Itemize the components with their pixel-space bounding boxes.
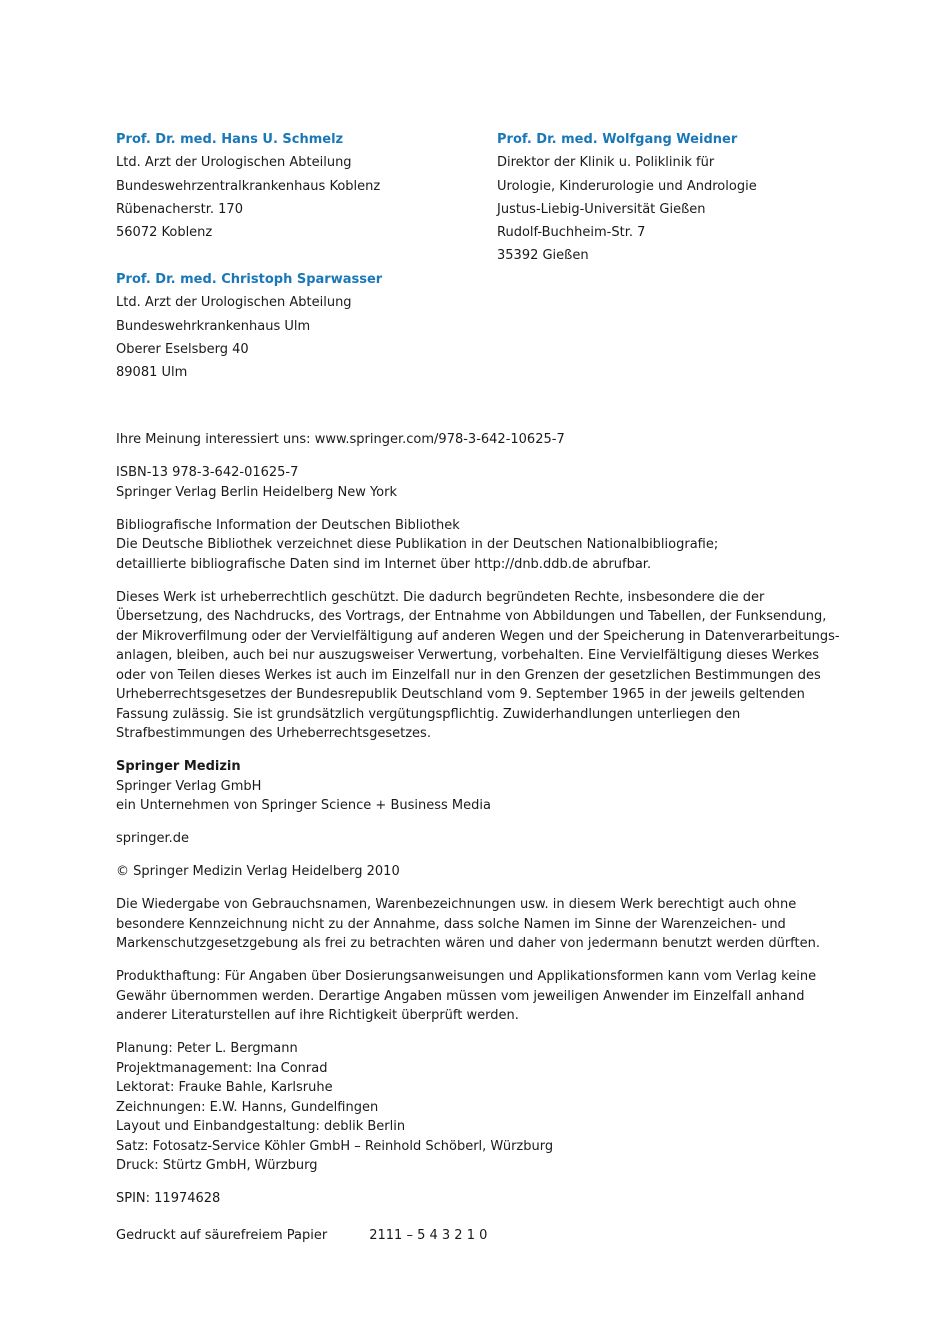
credit-line: Satz: Fotosatz-Service Köhler GmbH – Reinhold Schöberl, Würzburg — [116, 1138, 554, 1154]
author-affiliation: Bundeswehrzentralkrankenhaus Koblenz — [116, 178, 381, 194]
liability-paragraph — [116, 967, 817, 1026]
credit-line: Projektmanagement: Ina Conrad — [116, 1060, 328, 1076]
author-schmelz — [116, 128, 380, 244]
author-name: Prof. Dr. med. Wolfgang Weidner — [497, 132, 738, 147]
feedback-paragraph — [116, 430, 776, 450]
website-line: springer.de — [116, 831, 190, 846]
copyright-notice-line: oder von Teilen dieses Werkes ist auch im Einzelfall nur in den Grenzen der gesetzlichen Bestimmungen des — [116, 667, 821, 683]
copyright-notice-line: der Mikroverfilmung oder der Vervielfältigung auf anderen Wegen und der Speicherung in Datenverarbeitungs- — [116, 628, 840, 644]
author-name: Prof. Dr. med. Hans U. Schmelz — [116, 132, 344, 147]
isbn-line: ISBN-13 978-3-642-01625-7 — [116, 465, 299, 480]
trademarks-paragraph — [116, 895, 820, 954]
copyright-notice-line: Urheberrechtsgesetzes der Bundesrepublik Deutschland vom 9. September 1965 in der jeweils geltenden — [116, 687, 805, 702]
author-affiliation: Ltd. Arzt der Urologischen Abteilung — [116, 295, 352, 311]
liability-line: anderer Literaturstellen auf ihre Richtigkeit überprüft werden. — [116, 1008, 519, 1023]
copyright-notice-line: Strafbestimmungen des Urheberrechtsgesetzes. — [116, 726, 431, 741]
bibliographic-line: Die Deutsche Bibliothek verzeichnet diese Publikation in der Deutschen Nationalbibliografie; — [116, 537, 719, 552]
bibliographic-line: Bibliografische Information der Deutschen Bibliothek — [116, 517, 460, 533]
credit-line: Layout und Einbandgestaltung: deblik Berlin — [116, 1119, 406, 1134]
trademarks-line: besondere Kennzeichnung nicht zu der Annahme, dass solche Namen im Sinne der Warenzeichen- und — [116, 916, 786, 932]
author-city: 35392 Gießen — [497, 248, 589, 264]
author-city: 89081 Ulm — [116, 365, 188, 381]
print-run-code: 2111 – 5 4 3 2 1 0 — [369, 1227, 488, 1243]
author-city: 56072 Koblenz — [116, 225, 213, 241]
author-sparwasser — [116, 268, 382, 384]
publisher-name: Springer Medizin — [116, 759, 241, 774]
author-affiliation: Bundeswehrkrankenhaus Ulm — [116, 318, 311, 334]
imprint-body — [116, 430, 840, 1259]
copyright-paragraph — [116, 862, 776, 882]
copyright-notice-paragraph — [116, 588, 840, 744]
author-affiliation: Direktor der Klinik u. Poliklinik für — [497, 155, 715, 171]
publisher-cities-line: Springer Verlag Berlin Heidelberg New York — [116, 484, 397, 500]
trademarks-line: Die Wiedergabe von Gebrauchsnamen, Warenbezeichnungen usw. in diesem Werk berechtigt auch ohne — [116, 897, 797, 912]
copyright-line: © Springer Medizin Verlag Heidelberg 2010 — [116, 864, 400, 879]
author-street: Rübenacherstr. 170 — [116, 201, 243, 217]
credit-line: Zeichnungen: E.W. Hanns, Gundelfingen — [116, 1099, 379, 1115]
liability-line: Produkthaftung: Für Angaben über Dosierungsanweisungen und Applikationsformen kann vom Verlag keine — [116, 969, 817, 984]
feedback-line: Ihre Meinung interessiert uns: www.springer.com/978-3-642-10625-7 — [116, 432, 565, 447]
author-weidner — [497, 128, 757, 268]
bibliographic-paragraph — [116, 516, 776, 575]
credit-line: Lektorat: Frauke Bahle, Karlsruhe — [116, 1080, 333, 1095]
author-street: Oberer Eselsberg 40 — [116, 341, 249, 357]
copyright-notice-line: Dieses Werk ist urheberrechtlich geschützt. Die dadurch begründeten Rechte, insbesondere die der — [116, 589, 765, 605]
author-street: Rudolf-Buchheim-Str. 7 — [497, 225, 646, 241]
spin-paragraph — [116, 1189, 776, 1209]
author-affiliation: Justus-Liebig-Universität Gießen — [497, 201, 706, 217]
bibliographic-line: detaillierte bibliografische Daten sind im Internet über http://dnb.ddb.de abrufbar. — [116, 556, 652, 572]
author-affiliation: Ltd. Arzt der Urologischen Abteilung — [116, 155, 352, 171]
credit-line: Druck: Stürtz GmbH, Würzburg — [116, 1158, 318, 1173]
publisher-paragraph — [116, 757, 776, 816]
author-affiliation: Urologie, Kinderurologie und Andrologie — [497, 178, 757, 194]
publisher-line: ein Unternehmen von Springer Science + Business Media — [116, 798, 491, 813]
liability-line: Gewähr übernommen werden. Derartige Angaben müssen vom jeweiligen Anwender im Einzelfall anhand — [116, 988, 805, 1004]
isbn-paragraph — [116, 463, 776, 502]
copyright-notice-line: Fassung zulässig. Sie ist grundsätzlich vergütungspflichtig. Zuwiderhandlungen unterliegen den — [116, 706, 741, 722]
trademarks-line: Markenschutzgesetzgebung als frei zu betrachten wären und daher von jedermann benutzt werden dürften. — [116, 936, 820, 951]
credits-paragraph — [116, 1039, 776, 1176]
website-paragraph — [116, 829, 776, 849]
printed-paragraph — [116, 1226, 776, 1246]
spin-line: SPIN: 11974628 — [116, 1191, 221, 1206]
author-name: Prof. Dr. med. Christoph Sparwasser — [116, 272, 383, 287]
copyright-notice-line: anlagen, bleiben, auch bei nur auszugsweiser Verwertung, vorbehalten. Eine Vervielfältigung dieses Werkes — [116, 648, 820, 663]
printed-text: Gedruckt auf säurefreiem Papier — [116, 1227, 328, 1243]
publisher-line: Springer Verlag GmbH — [116, 778, 262, 794]
copyright-notice-line: Übersetzung, des Nachdrucks, des Vortrags, der Entnahme von Abbildungen und Tabellen, der Funksendung, — [116, 609, 827, 624]
credit-line: Planung: Peter L. Bergmann — [116, 1041, 298, 1056]
